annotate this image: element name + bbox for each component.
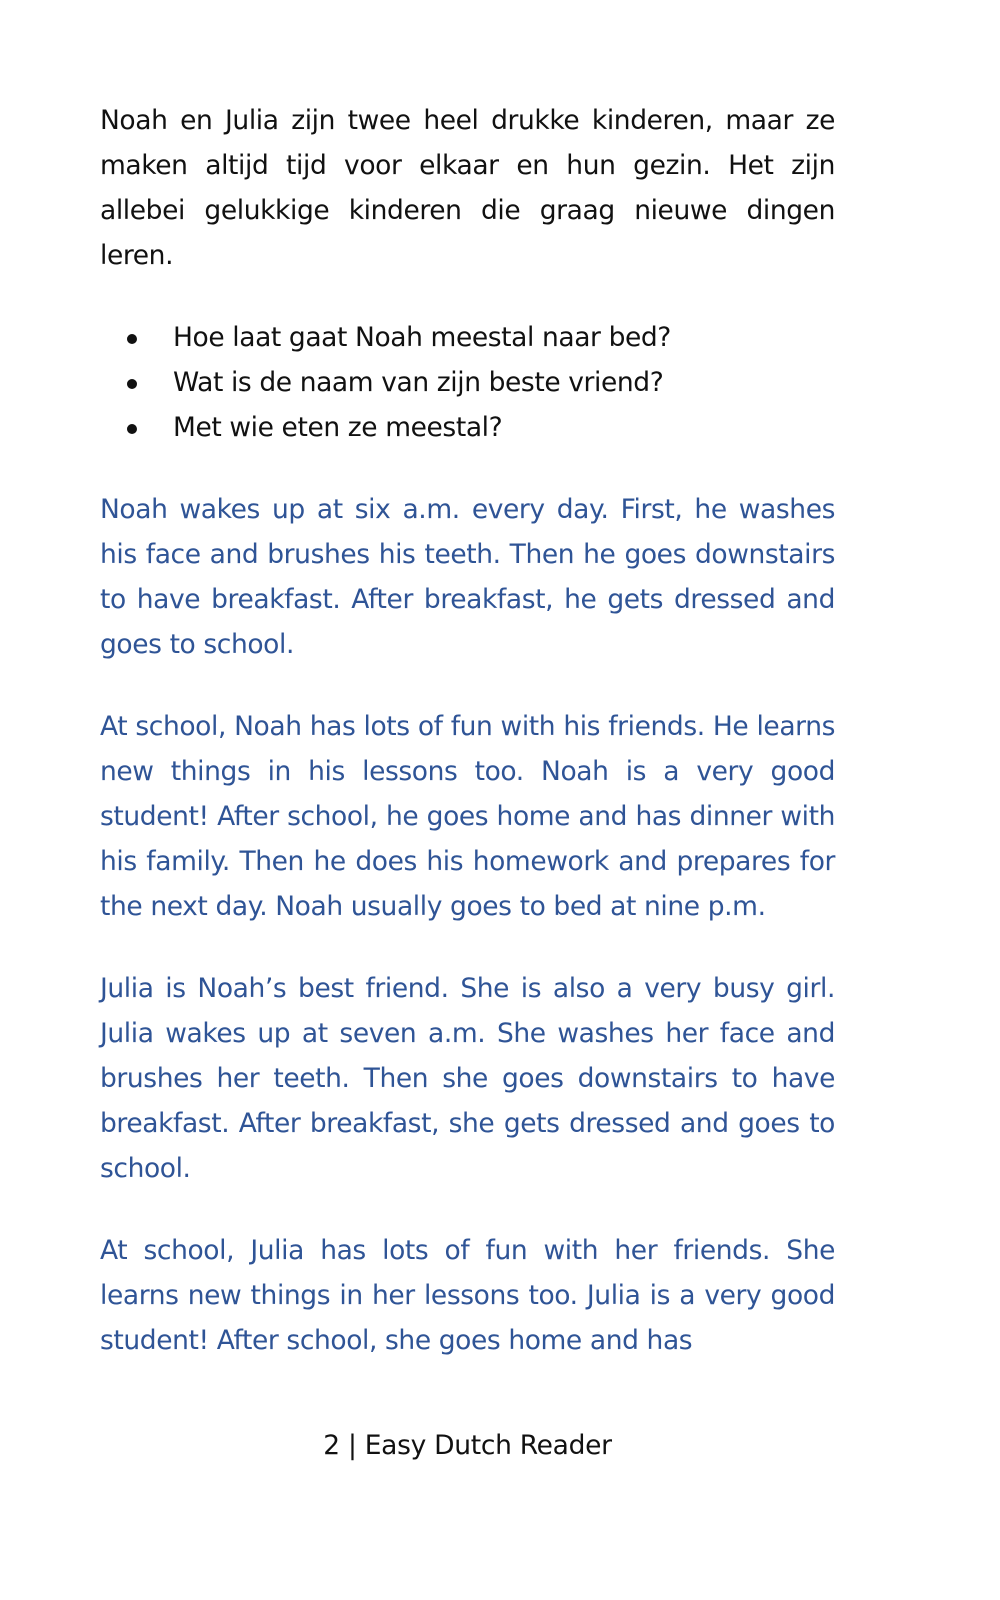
translation-paragraph: At school, Julia has lots of fun with her friends. She learns new things in her lessons too. Julia is a very good student! After school, she goes home and has bbox=[100, 1235, 835, 1356]
question-text: Hoe laat gaat Noah meestal naar bed? bbox=[173, 322, 671, 353]
question-item bbox=[100, 360, 835, 405]
intro-paragraph: Noah en Julia zijn twee heel drukke kinderen, maar ze maken altijd tijd voor elkaar en hun gezin. Het zijn allebei gelukkige kinderen die graag nieuwe dingen leren. bbox=[100, 105, 835, 271]
translation-paragraph: Julia is Noah’s best friend. She is also a very busy girl. Julia wakes up at seven a.m. She washes her face and brushes her teeth. Then she goes downstairs to have breakfast. After breakfast, she gets dressed and goes to school. bbox=[100, 973, 835, 1184]
spacer bbox=[100, 1191, 835, 1228]
bullet-icon bbox=[127, 334, 137, 344]
translation-paragraph: At school, Noah has lots of fun with his friends. He learns new things in his lessons too. Noah is a very good student! After school, he goes home and has dinner with his family. Then he does his homework and prepares for the next day. Noah usually goes to bed at nine p.m. bbox=[100, 711, 835, 922]
spacer bbox=[100, 278, 835, 315]
question-text: Met wie eten ze meestal? bbox=[173, 412, 503, 443]
bullet-icon bbox=[127, 379, 137, 389]
translation-paragraph: Noah wakes up at six a.m. every day. First, he washes his face and brushes his teeth. Then he goes downstairs to have breakfast. After breakfast, he gets dressed and goes to school. bbox=[100, 494, 835, 660]
question-item bbox=[100, 315, 835, 360]
spacer bbox=[100, 667, 835, 704]
question-text: Wat is de naam van zijn beste vriend? bbox=[173, 367, 664, 398]
question-item bbox=[100, 405, 835, 450]
bullet-icon bbox=[127, 424, 137, 434]
spacer bbox=[100, 450, 835, 487]
spacer bbox=[100, 929, 835, 966]
question-list bbox=[100, 315, 835, 450]
page-footer: 2 | Easy Dutch Reader bbox=[323, 1430, 612, 1461]
page-content bbox=[100, 98, 835, 1363]
